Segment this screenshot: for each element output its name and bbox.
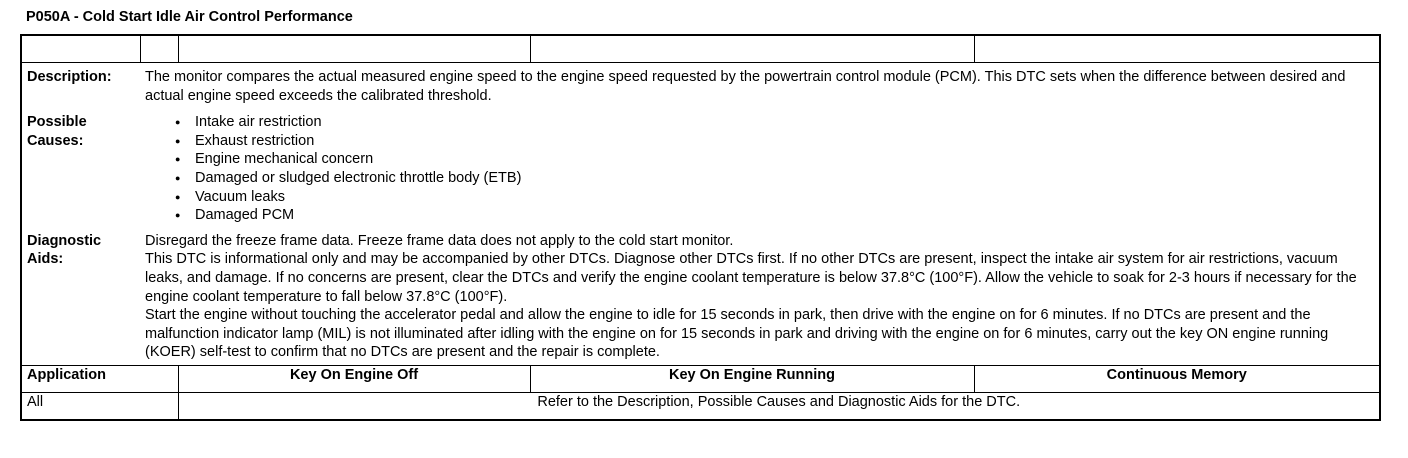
- koeo-header: Key On Engine Off: [178, 365, 530, 392]
- continuous-memory-header: Continuous Memory: [974, 365, 1380, 392]
- info-section-row: [21, 63, 1380, 366]
- empty-cell: [21, 35, 140, 63]
- possible-causes-label-line1: Possible: [27, 114, 87, 131]
- diagnostic-aids-text: [145, 225, 1379, 365]
- diagnostic-aids-label: [22, 225, 145, 365]
- diagnostic-aids-paragraph: This DTC is informational only and may be accompanied by other DTCs. Diagnose other DTCs first. If no other DTCs are present, inspect the intake air system for air restrictions, vacuum leaks, and damage. If no concerns are present, clear the DTCs and verify the engine coolant temperature is below 37.8°C (100°F). Allow the vehicle to soak for 2-3 hours if necessary for the engine coolant temperature to fall below 37.8°C (100°F).: [145, 251, 1357, 305]
- empty-cell: [140, 35, 178, 63]
- application-instructions: Refer to the Description, Possible Causes and Diagnostic Aids for the DTC.: [178, 392, 1380, 420]
- diagnostic-aids-row: [22, 225, 1379, 365]
- diagnostic-aids-label-line2: Aids:: [27, 251, 64, 268]
- application-header-row: [21, 365, 1380, 392]
- description-row: [22, 63, 1379, 105]
- info-section: [21, 63, 1380, 366]
- cause-item: ● Intake air restriction: [175, 113, 1371, 132]
- dtc-table: [20, 34, 1381, 421]
- possible-causes-list: [145, 113, 1371, 225]
- cause-item: ● Damaged or sludged electronic throttle body (ETB): [175, 169, 1371, 188]
- description-text: The monitor compares the actual measured engine speed to the engine speed requested by the powertrain control module (PCM). This DTC sets when the difference between desired and actual engine speed exceeds the calibrated threshold.: [145, 69, 1346, 104]
- description-label: Description:: [27, 69, 112, 85]
- diagnostic-aids-paragraph: Start the engine without touching the accelerator pedal and allow the engine to idle for 15 seconds in park, then drive with the engine on for 6 minutes. If no DTCs are present and the malfunction indicator lamp (MIL) is not illuminated after idling with the engine on for 15 seconds in park and driving with the engine on for 6 minutes, carry out the key ON engine running (KOER) self-test to confirm that no DTCs are present and the repair is complete.: [145, 307, 1329, 361]
- cause-item: ● Engine mechanical concern: [175, 150, 1371, 169]
- application-header: Application: [21, 365, 178, 392]
- cause-item: ● Damaged PCM: [175, 206, 1371, 225]
- koer-header: Key On Engine Running: [530, 365, 974, 392]
- diagnostic-aids-paragraph: Disregard the freeze frame data. Freeze frame data does not apply to the cold start monitor.: [145, 232, 734, 249]
- empty-cell: [178, 35, 530, 63]
- possible-causes-label-line2: Causes:: [27, 132, 84, 149]
- possible-causes-label: [22, 105, 145, 225]
- info-table: [22, 63, 1379, 365]
- application-data-row: [21, 392, 1380, 420]
- cause-item: ● Vacuum leaks: [175, 188, 1371, 207]
- empty-cell: [530, 35, 974, 63]
- application-value: All: [21, 392, 178, 420]
- empty-header-row: [21, 35, 1380, 63]
- diagnostic-aids-label-line1: Diagnostic: [27, 232, 102, 249]
- possible-causes-list-cell: [145, 105, 1379, 225]
- page-title: P050A - Cold Start Idle Air Control Performance: [26, 9, 353, 25]
- empty-cell: [974, 35, 1380, 63]
- cause-item: ● Exhaust restriction: [175, 132, 1371, 151]
- possible-causes-row: [22, 105, 1379, 225]
